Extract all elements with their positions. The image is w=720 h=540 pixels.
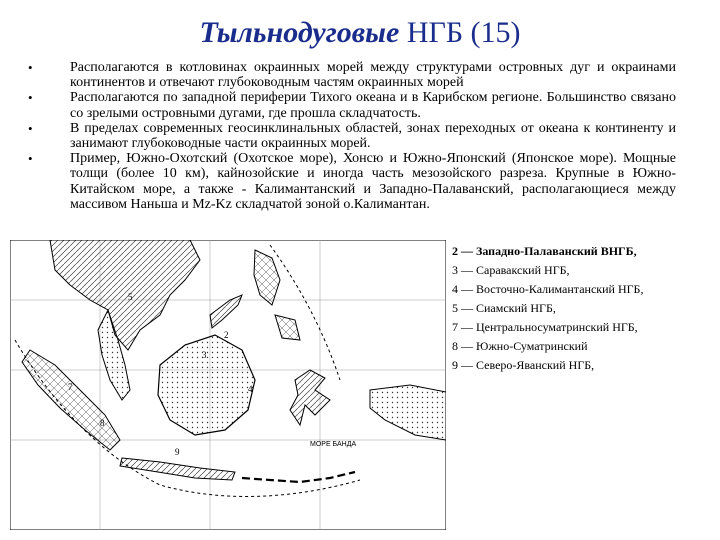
basin-number: 9 [175,447,180,457]
bullet-item: • Пример, Южно-Охотский (Охотское море), Хонсю и Южно-Японский (Японское море). Мощные толщи (более 10 км), кайнозойские и иногда часть мезозойского разреза. Крупные в Южно-Китайском море, а также - Калимантанский и Западно-Палаванский, располагающиеся между массивом Наньша и Mz-Kz складчатой зоной о.Калимантан. [28,151,676,212]
legend-item: 9 — Северо-Яванский НГБ, [452,358,595,372]
banda-sea-label: МОРЕ БАНДА [310,441,357,448]
basin-number: 2 [224,330,229,340]
legend-item: 7 — Центральносуматринский НГБ, [452,320,638,334]
slide-title-rest: НГБ (15) [399,16,521,49]
legend-item: 2 — Западно-Палаванский ВНГБ, [452,244,637,258]
basin-number: 7 [68,382,73,392]
map-legend [452,242,714,375]
basin-number: 3 [202,350,207,360]
geologic-map [10,240,446,530]
bullet-item: • Располагаются в котловинах окраинных морей между структурами островных дуг и окраинами континентов и отвечают глубоководным частям окраинных морей [28,60,676,90]
basin-number: 5 [128,292,133,302]
basin-number: 4 [248,384,253,394]
legend-item: 4 — Восточно-Калимантанский НГБ, [452,282,644,296]
basin-number: 8 [100,418,105,428]
legend-item: 3 — Саравакский НГБ, [452,263,570,277]
legend-item: 8 — Южно-Суматринский [452,339,588,353]
slide-title [0,16,720,50]
bullet-item: • Располагаются по западной периферии Тихого океана и в Карибском регионе. Большинство связано со зрелыми островными дугами, где прошла складчатость. [28,90,676,120]
bullet-list [28,60,676,212]
bullet-item: • В пределах современных геосинклинальных областей, зонах переходных от океана к континенту и занимают глубоководные части окраинных морей. [28,121,676,151]
legend-item: 5 — Сиамский НГБ, [452,301,556,315]
slide-title-italic: Тыльнодуговые [199,16,400,49]
